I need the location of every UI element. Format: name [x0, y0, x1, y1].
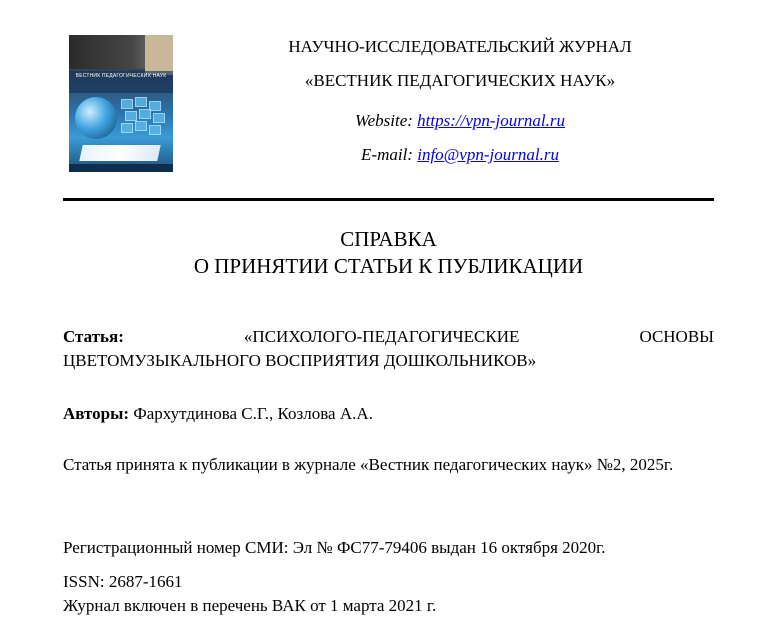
website-line [200, 111, 720, 131]
article-label: Статья: [63, 327, 124, 346]
article-section [63, 325, 714, 373]
globe-icon [75, 97, 117, 139]
header-divider [63, 198, 714, 201]
email-link[interactable]: info@vpn-journal.ru [417, 145, 559, 164]
authors-label: Авторы: [63, 404, 130, 423]
email-line [200, 145, 720, 165]
authors-section [63, 402, 714, 426]
email-label: E-mail: [361, 145, 413, 164]
cover-tiles-graphic [119, 97, 169, 143]
vak-inclusion: Журнал включен в перечень ВАК от 1 марта 2021 г. [63, 596, 437, 615]
cover-paper-graphic [145, 35, 173, 75]
cover-title: ВЕСТНИК ПЕДАГОГИЧЕСКИХ НАУК [69, 71, 173, 93]
article-title-word-2: ОСНОВЫ [639, 327, 714, 346]
website-label: Website: [355, 111, 413, 130]
article-title-word-1: «ПСИХОЛОГО-ПЕДАГОГИЧЕСКИЕ [243, 327, 520, 346]
open-book-icon [79, 145, 160, 161]
document-title: СПРАВКА [340, 227, 437, 251]
journal-name: «ВЕСТНИК ПЕДАГОГИЧЕСКИХ НАУК» [304, 71, 616, 90]
journal-type: НАУЧНО-ИССЛЕДОВАТЕЛЬСКИЙ ЖУРНАЛ [288, 37, 632, 56]
journal-cover-image [69, 35, 173, 172]
acceptance-statement: Статья принята к публикации в журнале «Вестник педагогических наук» №2, 2025г. [63, 455, 674, 474]
article-title-line-2: ЦВЕТОМУЗЫКАЛЬНОГО ВОСПРИЯТИЯ ДОШКОЛЬНИКОВ» [63, 351, 537, 370]
website-link[interactable]: https://vpn-journal.ru [417, 111, 565, 130]
document-subtitle: О ПРИНЯТИИ СТАТЬИ К ПУБЛИКАЦИИ [193, 254, 584, 278]
issn: ISSN: 2687-1661 [63, 572, 183, 591]
cover-footer [69, 164, 173, 172]
authors-names: Фархутдинова С.Г., Козлова А.А. [133, 404, 373, 423]
registration-number: Регистрационный номер СМИ: Эл № ФС77-79406 выдан 16 октября 2020г. [63, 538, 606, 557]
